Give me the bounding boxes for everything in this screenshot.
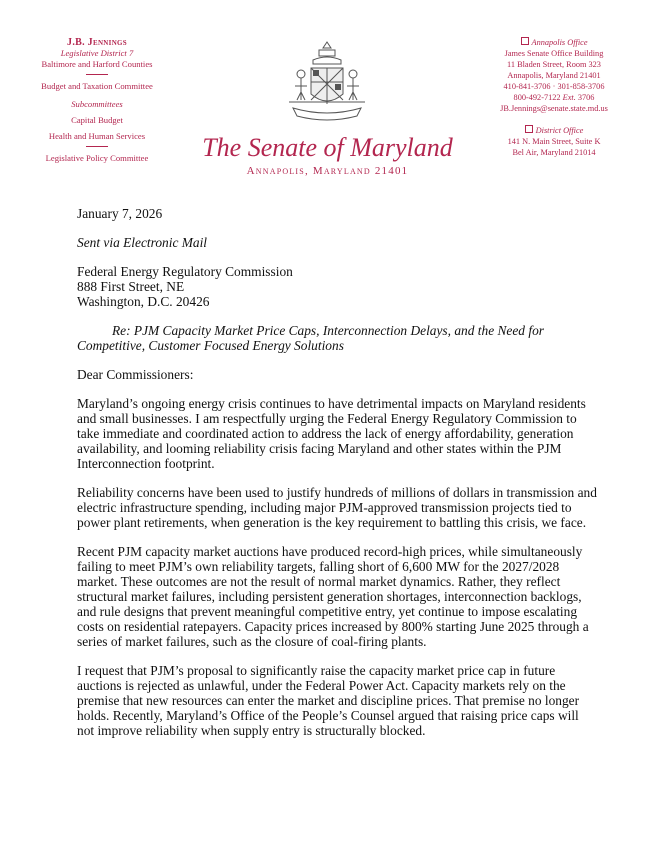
paragraph [77,544,589,649]
subcommittees-label: Subcommittees [71,99,123,109]
address-line: Annapolis, Maryland 21401 [507,71,601,80]
paragraph-line: availability, and looming reliability crisis facing Maryland and other states within the PJM [77,441,562,456]
email: JB.Jennings@senate.state.md.us [500,104,608,113]
paragraph-line: take immediate and coordinated action to address the lack of energy affordability, generation [77,426,574,441]
delivery-method: Sent via Electronic Mail [77,235,208,250]
other-committee: Legislative Policy Committee [45,153,149,163]
paragraph-line: failing to meet PJM’s own reliability targets, falling short of 6,600 MW for the 2027/2028 [77,559,560,574]
paragraph-line: structural market failures, including persistent generation shortages, interconnection backlogs, [77,589,582,604]
checkbox-icon [525,125,533,133]
phone: 410-841-3706 · 301-858-3706 [503,82,605,91]
paragraph-line: holds. Recently, Maryland’s Office of the People’s Counsel argued that raising price caps will [77,708,579,723]
toll-free-phone [480,92,628,103]
ext-number: 3706 [577,93,595,102]
paragraph-line: I request that PJM’s proposal to significantly raise the capacity market price cap in future [77,663,556,678]
paragraph-line: and small businesses. I am respectfully urging the Federal Energy Regulatory Commission to [77,411,577,426]
office-info [480,37,628,158]
address-line: James Senate Office Building [504,49,604,58]
senate-address: Annapolis, Maryland 21401 [246,165,409,177]
district: Legislative District 7 [60,48,134,58]
recipient-line: Washington, D.C. 20426 [77,294,210,309]
paragraphs [77,382,597,738]
salutation: Dear Commissioners: [77,367,194,382]
re-line: Re: PJM Capacity Market Price Caps, Interconnection Delays, and the Need for [112,323,544,338]
counties: Baltimore and Harford Counties [41,59,153,69]
paragraph [77,663,580,738]
district-office-label: District Office [535,126,584,135]
senator-name: J.B. Jennings [67,37,127,48]
senator-info [22,37,172,164]
committee: Budget and Taxation Committee [41,81,153,91]
recipient-line: Federal Energy Regulatory Commission [77,264,293,279]
recipient-line: 888 First Street, NE [77,279,185,294]
subcommittee: Health and Human Services [48,131,146,141]
address-line: 11 Bladen Street, Room 323 [507,60,601,69]
paragraph-line: Maryland’s ongoing energy crisis continues to have detrimental impacts on Maryland residents [77,396,586,411]
date: January 7, 2026 [77,206,163,221]
divider [86,146,108,147]
letter-body [77,206,597,738]
paragraph-line: power plant retirements, when generation is the key requirement to battling this crisis, we face. [77,515,587,530]
paragraph-line: auctions is rejected as unlawful, under the Federal Power Act. Capacity markets rely on the [77,678,566,693]
paragraph-line: Recent PJM capacity market auctions have produced record-high prices, while simultaneously [77,544,583,559]
re-line: Competitive, Customer Focused Energy Solutions [77,338,344,353]
paragraph-line: not improve reliability when supply entry is structurally blocked. [77,723,426,738]
ext-label: Ext. [562,93,576,102]
divider [86,74,108,75]
paragraph-line: Interconnection footprint. [77,456,215,471]
paragraph-line: costs on residential ratepayers. Capacity prices increased by 800% starting June 2025 through a [77,619,589,634]
paragraph-line: premise that new resources can enter the market and discipline prices. That premise no longer [77,693,580,708]
paragraph-line: electric infrastructure spending, including major PJM-approved transmission projects tied to [77,500,572,515]
annapolis-office-label: Annapolis Office [531,38,588,47]
address-line: 141 N. Main Street, Suite K [507,137,601,146]
subcommittee: Capital Budget [71,115,123,125]
checkbox-icon [521,37,529,45]
maryland-seal-icon [283,38,371,130]
paragraph-line: and rule designs that prevent meaningful competitive entry, yet continue to impose escalating [77,604,578,619]
paragraph [77,396,586,471]
paragraph-line: market. These outcomes are not the result of normal market dynamics. Rather, they reflect [77,574,561,589]
toll-free-number: 800-492-7122 [513,93,561,102]
paragraph-line: series of market failures, such as the closure of coal-firing plants. [77,634,427,649]
paragraph [77,485,597,530]
address-line: Bel Air, Maryland 21014 [512,148,596,157]
senate-title: The Senate of Maryland [202,133,453,162]
paragraph-line: Reliability concerns have been used to justify hundreds of millions of dollars in transmission and [77,485,597,500]
